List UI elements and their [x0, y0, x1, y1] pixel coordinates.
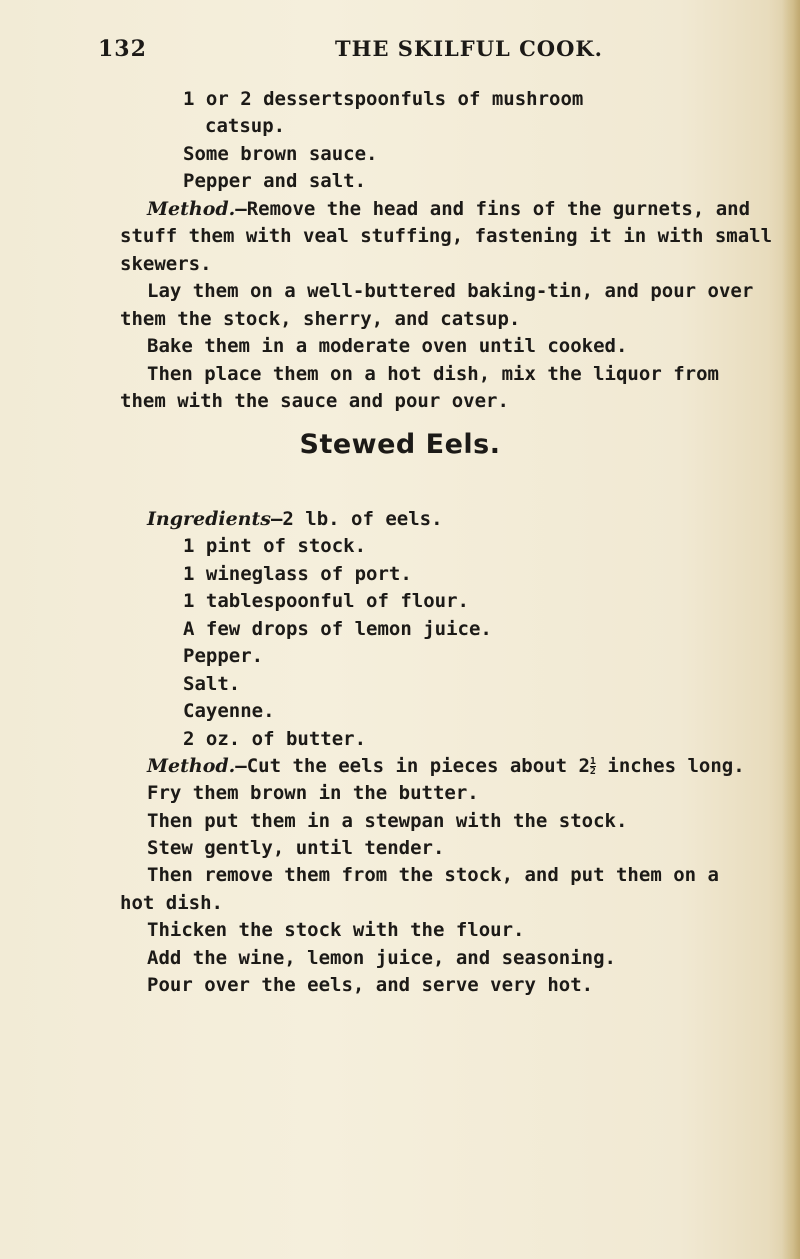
method-line [147, 196, 750, 222]
method-line: skewers. [120, 253, 212, 275]
method-line [147, 753, 745, 779]
ingredient-item: Pepper. [183, 645, 264, 667]
method-text: inches long. [595, 755, 745, 777]
ingredient-item: Salt. [183, 673, 241, 695]
method-line: Fry them brown in the butter. [147, 782, 479, 804]
running-head: THE SKILFUL COOK. [335, 36, 603, 61]
ingredient-item: 1 wineglass of port. [183, 563, 412, 585]
intro-line: 1 or 2 dessertspoonfuls of mushroom [183, 88, 584, 110]
method-line: them with the sauce and pour over. [120, 390, 509, 412]
method-label: Method. [147, 198, 236, 220]
ingredient-item: —2 lb. of eels. [270, 508, 443, 530]
page-header [98, 36, 758, 70]
ingredients-line [147, 506, 443, 532]
method-line: Then put them in a stewpan with the stock. [147, 810, 628, 832]
ingredient-item: Cayenne. [183, 700, 275, 722]
intro-line: Some brown sauce. [183, 143, 378, 165]
method-line: Lay them on a well-buttered baking-tin, and pour over [147, 280, 754, 302]
method-label: Method. [147, 755, 236, 777]
method-line: Pour over the eels, and serve very hot. [147, 974, 594, 996]
page-number: 132 [98, 36, 147, 62]
ingredient-item: A few drops of lemon juice. [183, 618, 492, 640]
method-line: Bake them in a moderate oven until cooked. [147, 335, 628, 357]
ingredient-item: 1 tablespoonful of flour. [183, 590, 469, 612]
ingredient-item: 2 oz. of butter. [183, 728, 367, 750]
method-line: Then place them on a hot dish, mix the liquor from [147, 363, 719, 385]
method-line: hot dish. [120, 892, 223, 914]
method-text: —Remove the head and fins of the gurnets, and [235, 198, 751, 220]
ingredient-item: 1 pint of stock. [183, 535, 367, 557]
recipe-title: Stewed Eels. [299, 429, 501, 460]
method-line: Stew gently, until tender. [147, 837, 445, 859]
method-line: Thicken the stock with the flour. [147, 919, 525, 941]
intro-line: catsup. [205, 115, 286, 137]
fraction: $\frac{1}{2}$ [589, 756, 596, 777]
intro-line: Pepper and salt. [183, 170, 367, 192]
method-line: stuff them with veal stuffing, fastening it in with small [120, 225, 773, 247]
method-line: Add the wine, lemon juice, and seasoning. [147, 947, 616, 969]
page-edge-shadow [782, 0, 800, 1259]
method-line: them the stock, sherry, and catsup. [120, 308, 521, 330]
method-text: —Cut the eels in pieces about 2 [235, 755, 590, 777]
method-line: Then remove them from the stock, and put them on a [147, 864, 719, 886]
ingredients-label: Ingredients [147, 508, 271, 530]
